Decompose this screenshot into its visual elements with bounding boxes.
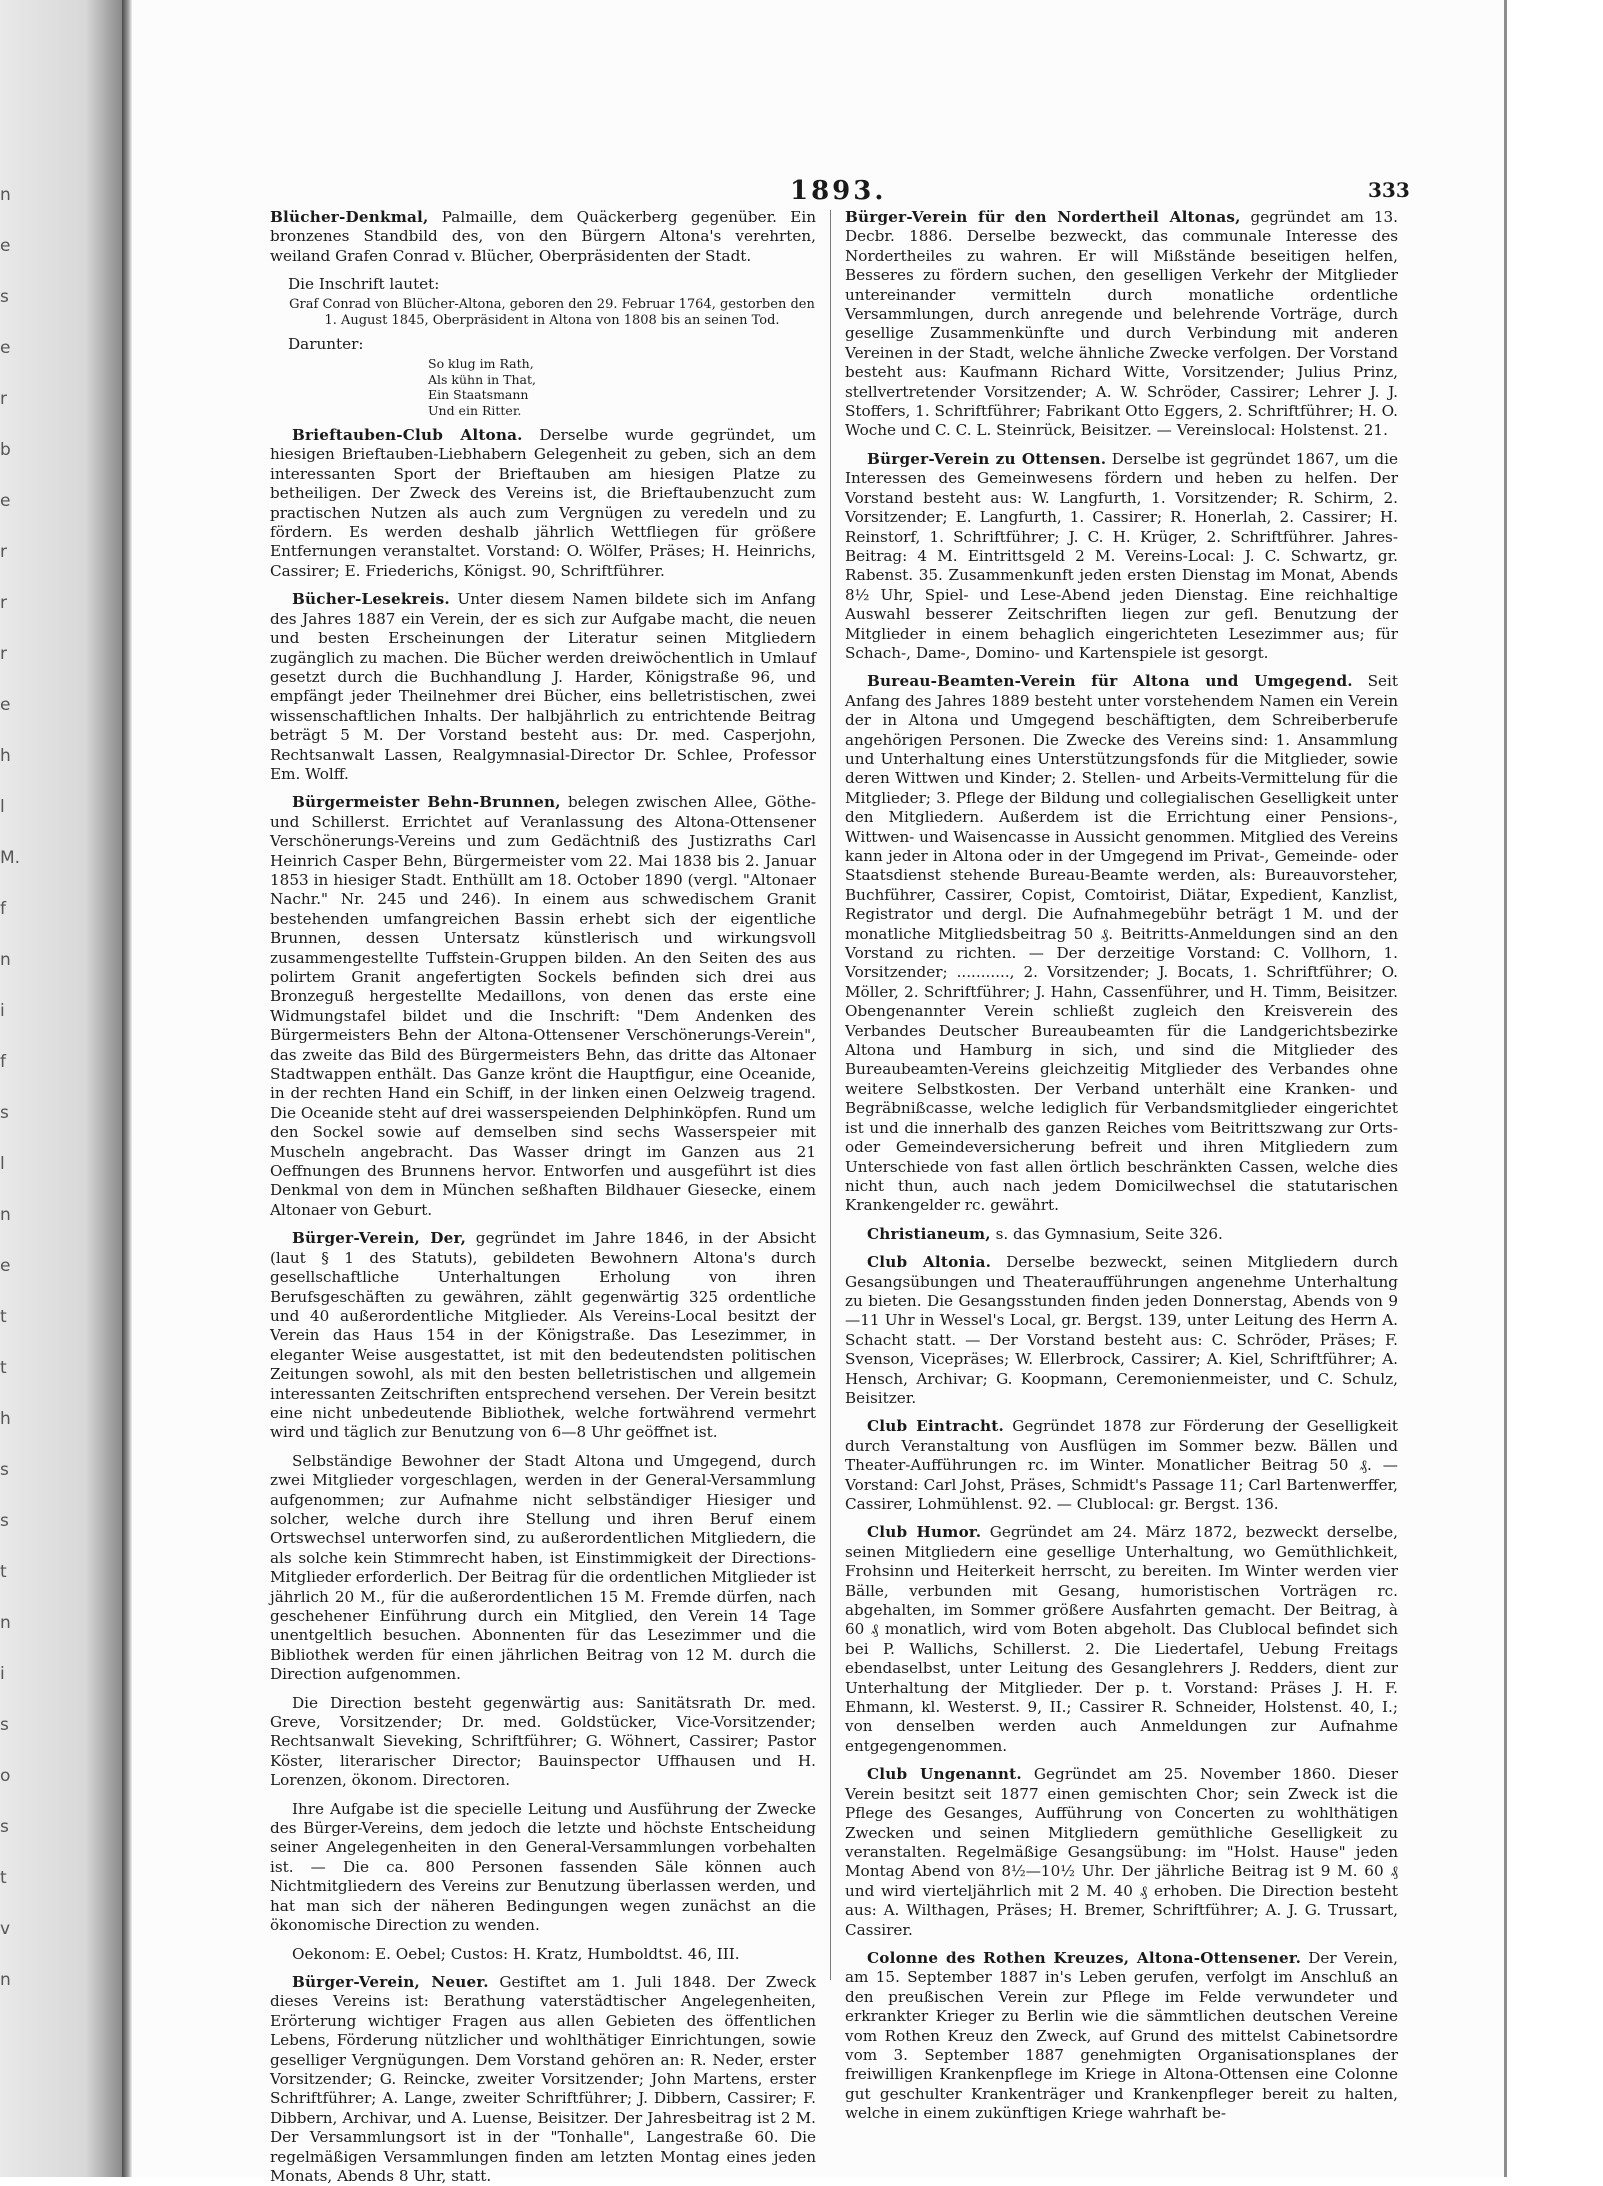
- margin-letter: o: [0, 1766, 11, 1786]
- entry-buerger-verein-para5: Oekonom: E. Oebel; Custos: H. Kratz, Humboldtst. 46, III.: [292, 1944, 740, 1963]
- entry-club-ungenannt: [845, 1765, 1398, 1940]
- margin-letter: s: [0, 287, 9, 307]
- entry-behn-brunnen: [270, 793, 816, 1220]
- entry-title: Bücher-Lesekreis.: [292, 590, 450, 609]
- margin-letter: i: [0, 1664, 5, 1684]
- entry-christianeum: [845, 1225, 1398, 1244]
- entry-neuer-buerger-verein: [270, 1973, 816, 2186]
- entry-title: Blücher-Denkmal,: [270, 208, 429, 226]
- margin-letter: n: [0, 1970, 11, 1990]
- entry-buecher-lesekreis: [270, 590, 816, 784]
- margin-letter: s: [0, 1817, 9, 1837]
- below-label: Darunter:: [288, 334, 364, 353]
- margin-letter: e: [0, 695, 11, 715]
- entry-buerger-verein-para2: Selbständige Bewohner der Stadt Altona und Umgegend, durch zwei Mitglieder vorgeschlagen, werden in der General-Versammlung aufgenommen; zur Aufnahme nicht selbständiger Hiesiger und solcher, welche durch ihre Stellung und ihren Beruf einem Ortswechsel unterworfen sind, zu außerordentlichen Mitgliedern, die als solche kein Stimmrecht haben, ist Einstimmigkeit der Directions-Mitglieder erforderlich. Der Beitrag für die ordentlichen Mitglieder ist jährlich 20 M., für die außerordentlichen 15 M. Fremde dürfen, nach geschehener Einführung durch ein Mitglied, den Verein 14 Tage unentgeltlich besuchen. Abonnenten für das Lesezimmer und die Bibliothek werden für einen jährlichen Beitrag von 12 M. durch die Direction aufgenommen.: [270, 1451, 816, 1684]
- entry-bureau-beamten-verein: [845, 672, 1398, 1215]
- entry-title: Christianeum,: [867, 1224, 991, 1243]
- margin-letter: n: [0, 1613, 11, 1633]
- column-divider: [830, 210, 831, 1980]
- entry-brieftauben-club: [270, 426, 816, 581]
- running-header-year: 1893.: [790, 176, 887, 206]
- entry-body: Gegründet 1878 zur Förderung der Geselligkeit durch Veranstaltung von Ausflügen im Sommer bezw. Bällen und Theater-Aufführungen rc. im Winter. Monatlicher Beitrag 50 ₰. — Vorstand: Carl Johst, Präses, Schmidt's Passage 11; Carl Bartenwerffer, Cassirer, Lohmühlenst. 92. — Clublocal: gr. Bergst. 136.: [845, 1417, 1398, 1513]
- entry-title: Bureau-Beamten-Verein für Altona und Umgegend.: [867, 672, 1353, 691]
- margin-letter: t: [0, 1868, 7, 1888]
- margin-letter: s: [0, 1511, 9, 1531]
- entry-title: Bürger-Verein, Der,: [292, 1229, 467, 1248]
- entry-club-altonia: [845, 1253, 1398, 1408]
- margin-letter: r: [0, 389, 7, 409]
- margin-letter: r: [0, 542, 7, 562]
- margin-letter: n: [0, 1205, 11, 1225]
- entry-body: Der Verein, am 15. September 1887 in's Leben gerufen, verfolgt im Anschluß an den preußischen Verein zur Pflege im Felde verwundeter und erkrankter Krieger zu Berlin wie die sämmtlichen deutschen Vereine vom Rothen Kreuz den Zweck, auf Grund des mittelst Cabinetsordre vom 3. September 1887 genehmigten Organisationsplanes der freiwilligen Krankenpflege im Kriege in Altona-Ottensen eine Colonne gut geschulter Krankenträger und Krankenpfleger bereit zu halten, welche in einem zukünftigen Kriege wahrhaft be-: [845, 1948, 1398, 2123]
- margin-letter: f: [0, 1052, 6, 1072]
- margin-letter: i: [0, 1001, 5, 1021]
- entry-bluecher-denkmal: [270, 208, 816, 266]
- margin-letter: t: [0, 1358, 7, 1378]
- entry-buerger-verein-ottensen: [845, 450, 1398, 663]
- entry-buerger-verein: [270, 1229, 816, 1442]
- margin-letter: M.: [0, 848, 21, 868]
- entry-colonne-rothen-kreuzes: [845, 1949, 1398, 2124]
- margin-letters: [0, 170, 21, 2006]
- margin-letter: v: [0, 1919, 11, 1939]
- margin-letter: t: [0, 1307, 7, 1327]
- book-gutter: [122, 0, 132, 2177]
- margin-letter: e: [0, 236, 11, 256]
- entry-title: Bürgermeister Behn-Brunnen,: [292, 793, 561, 812]
- page-number: 333: [1368, 178, 1410, 202]
- entry-buerger-verein-para4: Ihre Aufgabe ist die specielle Leitung und Ausführung der Zwecke des Bürger-Vereins, dem jedoch die letzte und höchste Entscheidung seiner Angelegenheiten in den General-Versammlungen vorbehalten ist. — Die ca. 800 Personen fassenden Säle können auch Nichtmitgliedern des Vereins zur Benutzung überlassen werden, und hat man sich der näheren Bedingungen wegen zunächst an die ökonomische Direction zu wenden.: [270, 1799, 816, 1935]
- entry-body: s. das Gymnasium, Seite 326.: [995, 1224, 1223, 1243]
- left-column: [270, 208, 817, 2185]
- inscription-block: [288, 275, 816, 418]
- inscription-verse: So klug im Rath, Als kühn in That, Ein Staatsmann Und ein Ritter.: [428, 356, 536, 418]
- entry-body: Palmaille, dem Quäckerberg gegenüber. Ein bronzenes Standbild des, von den Bürgern Altona's verehrten, weiland Grafen Conrad v. Blücher, Oberpräsidenten der Stadt.: [270, 208, 816, 265]
- entry-body: Gestiftet am 1. Juli 1848. Der Zweck dieses Vereins ist: Berathung vaterstädtischer Angelegenheiten, Erörterung wichtiger Fragen aus allen Gebieten des öffentlichen Lebens, Förderung nützlicher und wohlthätiger Einrichtungen, sowie geselliger Vergnügungen. Dem Vorstand gehören an: R. Neder, erster Vorsitzender; G. Reincke, zweiter Vorsitzender; John Martens, erster Schriftführer; A. Lange, zweiter Schriftführer; J. Dibbern, Cassirer; F. Dibbern, Archivar, und A. Luense, Beisitzer. Der Jahresbeitrag ist 2 M. Der Versammlungsort ist in der "Tonhalle", Langestraße 60. Die regelmäßigen Versammlungen finden am letzten Montag eines jeden Monats, Abends 8 Uhr, statt.: [270, 1972, 817, 2185]
- margin-letter: r: [0, 644, 7, 664]
- entry-buerger-verein-para3: Die Direction besteht gegenwärtig aus: Sanitätsrath Dr. med. Greve, Vorsitzender; Dr. med. Goldstücker, Vice-Vorsitzender; Rechtsanwalt Sieveking, Schriftführer; G. Wöhnert, Cassirer; Pastor Köster, literarischer Director; Bauinspector Uffhausen und H. Lorenzen, ökonom. Directoren.: [270, 1693, 816, 1790]
- entry-title: Club Eintracht.: [867, 1417, 1005, 1436]
- previous-page-edge: [0, 0, 122, 2177]
- margin-letter: s: [0, 1103, 9, 1123]
- margin-letter: n: [0, 185, 11, 205]
- inscription-label: Die Inschrift lautet:: [288, 275, 440, 294]
- margin-letter: l: [0, 1154, 5, 1174]
- margin-letter: s: [0, 1460, 9, 1480]
- entry-title: Colonne des Rothen Kreuzes, Altona-Ottensener.: [867, 1948, 1302, 1967]
- margin-letter: b: [0, 440, 11, 460]
- entry-title: Brieftauben-Club Altona.: [292, 426, 523, 445]
- margin-letter: e: [0, 338, 11, 358]
- entry-body: Derselbe ist gegründet 1867, um die Interessen des Gemeinwesens fördern und heben zu helfen. Der Vorstand besteht aus: W. Langfurth, 1. Vorsitzender; R. Schirm, 2. Vorsitzender; E. Langfurth, 1. Cassirer; R. Honerlah, 2. Cassirer; H. Reinstorf, 1. Schriftführer; J. C. H. Krüger, 2. Schriftführer. Jahres-Beitrag: 4 M. Eintrittsgeld 2 M. Vereins-Local: J. C. Schwartz, gr. Rabenst. 35. Zusammenkunft jeden ersten Dienstag im Monat, Abends 8½ Uhr, Spiel- und Lese-Abend jeden Dienstag. Eine reichhaltige Auswahl besserer Zeitschriften liegen zur gefl. Benutzung der Mitglieder in einem behaglich eingerichteten Lesezimmer aus; für Schach-, Dame-, Domino- und Kartenspiele ist gesorgt.: [845, 449, 1399, 662]
- entry-title: Bürger-Verein zu Ottensen.: [867, 449, 1107, 468]
- entry-body: gegründet am 13. Decbr. 1886. Derselbe bezweckt, das communale Interesse des Nordertheiles zu wahren. Er will Mißstände beseitigen helfen, Besseres zu fördern suchen, den geselligen Verkehr der Mitglieder untereinander vermitteln durch monatliche ordentliche Versammlungen, durch anregende und belehrende Vorträge, durch gesellige Zusammenkünfte und durch Verbindung mit anderen Vereinen in der Stadt, welche ähnliche Zwecke verfolgen. Der Vorstand besteht aus: Kaufmann Richard Witte, Vorsitzender; Julius Prinz, stellvertretender Vorsitzender; A. W. Schröder, Cassirer; Lehrer J. J. Stoffers, 1. Schriftführer; Fabrikant Otto Eggers, 2. Schriftführer; H. O. Woche und C. C. L. Steinrück, Beisitzer. — Vereinslocal: Holstenst. 21.: [845, 208, 1398, 440]
- entry-body: gegründet im Jahre 1846, in der Absicht (laut § 1 des Statuts), gebildeten Bewohnern Altona's durch gesellschaftliche Unterhaltungen Erholung von ihren Berufsgeschäften zu gewähren, zählt gegenwärtig 325 ordentliche und 40 außerordentliche Mitglieder. Als Vereins-Local besitzt der Verein das Haus 154 in der Königstraße. Das Lesezimmer, in eleganter Weise ausgestattet, ist mit den bedeutendsten politischen Zeitungen sowohl, als mit den besten belletristischen und allgemein interessanten Zeitschriften entsprechend versehen. Der Verein besitzt eine nicht unbedeutende Bibliothek, welche fortwährend vermehrt wird und täglich zur Benutzung von 6—8 Uhr geöffnet ist.: [270, 1229, 816, 1442]
- entry-title: Bürger-Verein, Neuer.: [292, 1972, 489, 1991]
- margin-letter: h: [0, 1409, 11, 1429]
- margin-letter: f: [0, 899, 6, 919]
- margin-letter: r: [0, 593, 7, 613]
- margin-letter: e: [0, 1256, 11, 1276]
- entry-title: Club Ungenannt.: [867, 1765, 1022, 1784]
- entry-body: Gegründet am 25. November 1860. Dieser Verein besitzt seit 1877 einen gemischten Chor; sein Zweck ist die Pflege des Gesanges, Aufführung von Concerten zu wohlthätigen Zwecken und seinen Mitgliedern gemüthliche Geselligkeit zu veranstalten. Regelmäßige Gesangsübung: im "Holst. Hause" jeden Montag Abend von 8½—10½ Uhr. Der jährliche Beitrag ist 9 M. 60 ₰ und wird vierteljährlich mit 2 M. 40 ₰ erhoben. Die Direction besteht aus: A. Wilthagen, Präses; H. Bremer, Schriftführer; A. J. G. Trussart, Cassirer.: [845, 1765, 1398, 1939]
- entry-title: Bürger-Verein für den Nordertheil Altonas,: [845, 208, 1241, 226]
- margin-letter: l: [0, 797, 5, 817]
- entry-body: belegen zwischen Allee, Göthe- und Schillerst. Errichtet auf Veranlassung des Altona-Ottensener Verschönerungs-Vereins und zum Gedächtniß des Justizraths Carl Heinrich Casper Behn, Bürgermeister vom 22. Mai 1838 bis 2. Januar 1853 in hiesiger Stadt. Enthüllt am 18. October 1890 (vergl. "Altonaer Nachr." Nr. 245 und 246). In einem aus schwedischem Granit bestehenden umfangreichen Bassin erhebt sich der eigentliche Brunnen, dessen Untersatz künstlerisch und wirkungsvoll zusammengestellte Tuffstein-Gruppen bilden. An den Seiten des aus polirtem Granit angefertigten Sockels befinden sich drei aus Bronzeguß hergestellte Medaillons, von denen das erste eine Widmungstafel bildet und die Inschrift: "Dem Andenken des Bürgermeisters Behn der Altona-Ottensener Verschönerungs-Verein", das zweite das Bild des Bürgermeisters Behn, das dritte das Altonaer Stadtwappen enthält. Das Ganze krönt die Hauptfigur, eine Oceanide, in der rechten Hand ein Schiff, in der linken einen Oelzweig tragend. Die Oceanide steht auf drei wasserspeienden Delphinköpfen. Rund um den Sockel sowie auf demselben sind sechs Wasserspeier mit Muscheln angebracht. Das Wasser dringt im Ganzen aus 21 Oeffnungen des Brunnens hervor. Entworfen und ausgeführt ist dies Denkmal von dem in München seßhaften Bildhauer Giesecke, einem Altonaer von Geburt.: [270, 793, 816, 1219]
- entry-title: Club Humor.: [867, 1523, 982, 1542]
- inscription-text: Graf Conrad von Blücher-Altona, geboren den 29. Februar 1764, gestorben den 1. August 1845, Oberpräsident in Altona von 1808 bis an seinen Tod.: [289, 296, 815, 328]
- margin-letter: t: [0, 1562, 7, 1582]
- entry-body: Gegründet am 24. März 1872, bezweckt derselbe, seinen Mitgliedern eine gesellige Unterhaltung, wo Gemüthlichkeit, Frohsinn und Heiterkeit herrscht, zu bereiten. Im Winter werden vier Bälle, verbunden mit Gesang, humoristischen Vorträgen rc. abgehalten, im Sommer größere Ausfahrten gemacht. Der Beitrag, à 60 ₰ monatlich, wird vom Boten abgeholt. Das Clublocal befindet sich bei P. Wallichs, Schillerst. 2. Die Liedertafel, Uebung Freitags ebendaselbst, unter Leitung des Gesanglehrers J. Redders, dient zur Unterhaltung der Mitglieder. Der p. t. Vorstand: Präses J. H. F. Ehmann, kl. Westerst. 9, II.; Cassirer R. Schneider, Holstenst. 40, I.; von denselben werden auch Anmeldungen zur Aufnahme entgegengenommen.: [845, 1523, 1398, 1755]
- margin-letter: h: [0, 746, 11, 766]
- entry-club-eintracht: [845, 1417, 1398, 1514]
- entry-body: Derselbe bezweckt, seinen Mitgliedern durch Gesangsübungen und Theateraufführungen angenehme Unterhaltung zu bieten. Die Gesangsstunden finden jeden Donnerstag, Abends von 9—11 Uhr in Wessel's Local, gr. Bergst. 139, unter Leitung des Herrn A. Schacht statt. — Der Vorstand besteht aus: C. Schröder, Präses; F. Svenson, Vicepräses; W. Ellerbrock, Cassirer; A. Kiel, Schriftführer; A. Hensch, Archivar; G. Koopmann, Ceremonienmeister, und C. Schulz, Beisitzer.: [845, 1253, 1399, 1407]
- entry-buerger-verein-nordertheil: [845, 208, 1398, 441]
- page-right-edge: [1504, 0, 1603, 2177]
- entry-title: Club Altonia.: [867, 1253, 992, 1272]
- margin-letter: e: [0, 491, 11, 511]
- entry-body: Seit Anfang des Jahres 1889 besteht unter vorstehendem Namen ein Verein der in Altona und Umgegend beschäftigten, dem Schreiberberufe angehörigen Personen. Die Zwecke des Vereins sind: 1. Ansammlung und Unterhaltung eines Unterstützungsfonds für die Mitglieder, sowie deren Wittwen und Kinder; 2. Stellen- und Arbeits-Vermittelung für die Mitglieder; 3. Pflege der Bildung und collegialischen Geselligkeit unter den Mitgliedern. Außerdem ist die Errichtung einer Pensions-, Wittwen- und Waisencasse in Aussicht genommen. Mitglied des Vereins kann jeder in Altona oder in der Umgegend im Privat-, Gemeinde- oder Staatsdienst stehende Bureau-Beamte werden, als: Bureauvorsteher, Buchführer, Cassirer, Copist, Comtoirist, Diätar, Expedient, Kanzlist, Registrator und dergl. Die Aufnahmegebühr beträgt 1 M. und der monatliche Mitgliedsbeitrag 50 ₰. Beitritts-Anmeldungen sind an den Vorstand zu richten. — Der derzeitige Vorstand: C. Vollhorn, 1. Vorsitzender; ..........., 2. Vorsitzender; J. Bocats, 1. Schriftführer; O. Möller, 2. Schriftführer; J. Hahn, Cassenführer, und H. Timm, Beisitzer. Obengenannter Verein schließt zugleich den Kreisverein des Verbandes Deutscher Bureaubeamten für die Landgerichtsbezirke Altona und Hamburg in sich, und sind die Mitglieder des Bureaubeamten-Vereins gleichzeitig Mitglieder des Verbandes ohne weitere Selbstkosten. Der Verband unterhält eine Kranken- und Begräbnißcasse, welche lediglich für Verbandsmitglieder eingerichtet ist und die innerhalb des ganzen Reiches vom Beitrittszwang zur Orts- oder Gemeindeversicherung befreit und ihren Mitgliedern zum Unterschiede von fast allen örtlich beschränkten Cassen, welche dies nicht thun, auch nach jedem Domicilwechsel die statutarischen Krankengelder rc. gewährt.: [845, 672, 1399, 1215]
- entry-club-humor: [845, 1523, 1398, 1756]
- entry-body: Unter diesem Namen bildete sich im Anfang des Jahres 1887 ein Verein, der es sich zur Aufgabe macht, die neuen und besten Erscheinungen der Literatur seinen Mitgliedern zugänglich zu machen. Die Bücher werden dreiwöchentlich in Umlauf gesetzt durch die Buchhandlung J. Harder, Königstraße 96, und empfängt jeder Theilnehmer drei Bücher, eins belletristischen, zwei wissenschaftlichen Inhalts. Der halbjährlich zu entrichtende Beitrag beträgt 5 M. Der Vorstand besteht aus: Dr. med. Casperjohn, Rechtsanwalt Lassen, Realgymnasial-Director Dr. Schlee, Professor Em. Wolff.: [270, 590, 817, 783]
- entry-body: Derselbe wurde gegründet, um hiesigen Brieftauben-Liebhabern Gelegenheit zu geben, sich an dem interessanten Sport der Brieftauben am hiesigen Platze zu betheiligen. Der Zweck des Vereins ist, die Brieftaubenzucht zum practischen Nutzen als auch zum Vergnügen zu veredeln und zu fördern. Es werden deshalb jährlich Wettfliegen für größere Entfernungen veranstaltet. Vorstand: O. Wölfer, Präses; H. Heinrichs, Cassirer; E. Friederichs, Königst. 90, Schriftführer.: [270, 426, 817, 580]
- margin-letter: n: [0, 950, 11, 970]
- margin-letter: s: [0, 1715, 9, 1735]
- right-column: [845, 208, 1399, 2123]
